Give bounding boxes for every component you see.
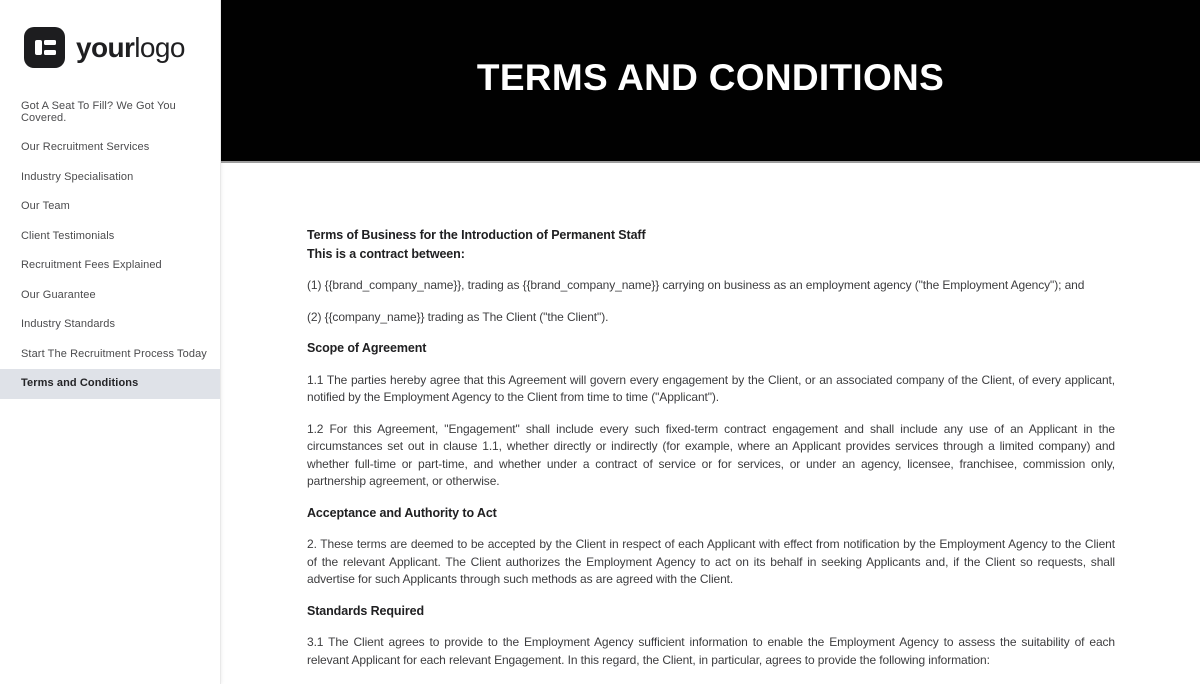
logo[interactable] [0,0,220,68]
sidebar-item-industry-specialisation[interactable]: Industry Specialisation [21,170,134,183]
document-title-line: Terms of Business for the Introduction of Permanent Staff [307,228,646,242]
sidebar-item-our-recruitment-services[interactable]: Our Recruitment Services [21,141,150,153]
doc-heading-scope-of-agreement: Scope of Agreement [307,341,427,355]
doc-heading-standards-required: Standards Required [307,603,424,618]
document-title-line: This is a contract between: [307,247,465,261]
logo-text [76,31,185,63]
logo-text-light: logo [134,31,185,63]
sidebar-item-our-guarantee[interactable]: Our Guarantee [21,288,96,301]
sidebar-item-start-the-recruitment-process-today[interactable]: Start The Recruitment Process Today [21,347,207,360]
sidebar [0,0,221,684]
main-area [221,0,1200,684]
doc-paragraph-1-2: 1.2 For this Agreement, "Engagement" shall include every such fixed-term contract engagement and shall include any use of an Applicant in the circumstances set out in clause 1.1, whether directly or indirectly (for example, where an Applicant provides services through a limited company) and whether full-time or part-time, and whether under a contract of service or for services, or under an agency, licensee, franchisee, commission only, partnership agreement, or otherwise. [307,421,1115,488]
sidebar-nav [0,92,220,399]
doc-paragraph-2: 2. These terms are deemed to be accepted by the Client in respect of each Applicant with effect from notification by the Employment Agency to the Client of the relevant Applicant. The Client authorizes the Employment Agency to act on its behalf in seeking Applicants and, if the Client so requests, shall advertise for such Applicants through such methods as are agreed with the Client. [307,537,1115,586]
doc-paragraph-party-2: (2) {{company_name}} trading as The Client ("the Client"). [307,309,609,324]
page-title: TERMS AND CONDITIONS [476,56,945,98]
doc-paragraph-party-1: (1) {{brand_company_name}}, trading as {{brand_company_name}} carrying on business as an employment agency ("the Employment Agency"); and [307,278,1085,292]
sidebar-item-our-team[interactable]: Our Team [21,200,70,212]
sidebar-item-got-a-seat-to-fill[interactable]: Got A Seat To Fill? We Got You Covered. [21,100,176,124]
doc-heading-acceptance-and-authority: Acceptance and Authority to Act [307,505,497,520]
sidebar-item-recruitment-fees-explained[interactable]: Recruitment Fees Explained [21,259,162,271]
sidebar-item-industry-standards[interactable]: Industry Standards [21,318,116,330]
logo-text-bold: your [76,31,135,63]
page-header-banner [221,0,1200,163]
logo-icon [24,27,65,68]
doc-paragraph-3-1: 3.1 The Client agrees to provide to the Employment Agency sufficient information to enable the Employment Agency to assess the suitability of each relevant Applicant for each relevant Engagement. In this regard, the Client, in particular, agrees to provide the following information: [307,635,1115,667]
doc-paragraph-1-1: 1.1 The parties hereby agree that this Agreement will govern every engagement by the Client, or an associated company of the Client, of every applicant, notified by the Employment Agency to the Client from time to time ("Applicant"). [307,372,1115,404]
sidebar-item-terms-and-conditions[interactable]: Terms and Conditions [0,369,220,399]
sidebar-item-client-testimonials[interactable]: Client Testimonials [21,229,115,242]
terms-document [221,163,1200,684]
document-title-block [307,226,1115,264]
